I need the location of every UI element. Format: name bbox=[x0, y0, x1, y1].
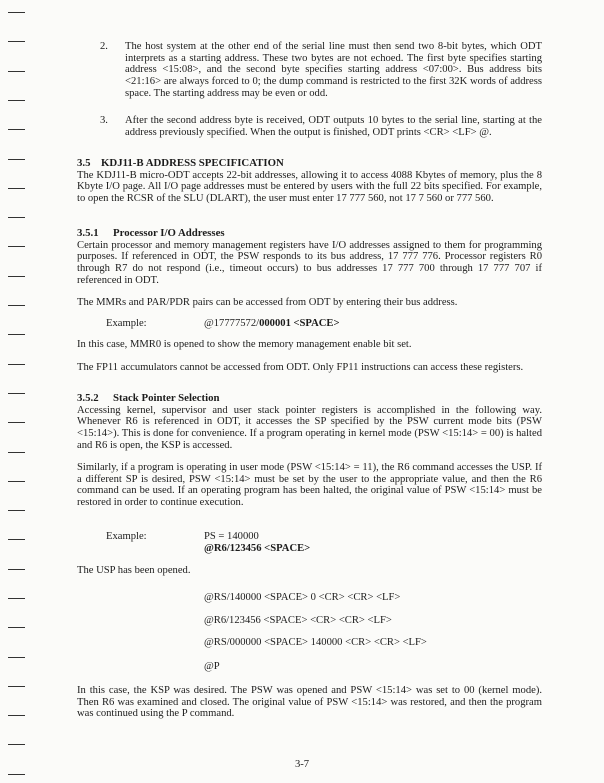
paragraph: The KDJ11-B micro-ODT accepts 22-bit addresses, allowing it to access 4088 Kbytes of memory, plus the 8 Kbyte I/O page. All I/O page addresses must be entered by users with the full 22 bits specified. For example, to open the RCSR of the SLU (DLART), the user must enter 17 777 560, not 17 7 560 or 777 560. bbox=[77, 169, 542, 205]
margin-mark bbox=[8, 246, 25, 247]
paragraph: The USP has been opened. bbox=[77, 565, 191, 576]
margin-mark bbox=[8, 129, 25, 130]
margin-mark bbox=[8, 744, 25, 745]
paragraph: Certain processor and memory management registers have I/O addresses assigned to them for programming purposes. If referenced in ODT, the PSW responds to its bus address, 17 777 776. Processor registers R0 through R7 do not respond (i.e., timeout occurs) to bus addresses 17 777 700 through 17 777 707 if referenced in ODT. bbox=[77, 239, 542, 286]
margin-mark bbox=[8, 188, 25, 189]
margin-mark bbox=[8, 510, 25, 511]
margin-mark bbox=[8, 598, 25, 599]
command-line: @RS/140000 <SPACE> 0 <CR> <CR> <LF> bbox=[204, 592, 401, 603]
margin-mark bbox=[8, 422, 25, 423]
example-label: Example: bbox=[106, 531, 147, 542]
command-line: @R6/123456 <SPACE> <CR> <CR> <LF> bbox=[204, 615, 392, 626]
example-code bbox=[204, 318, 340, 330]
margin-mark bbox=[8, 686, 25, 687]
paragraph: In this case, MMR0 is opened to show the memory management enable bit set. bbox=[77, 339, 412, 350]
list-item bbox=[100, 115, 542, 138]
section-number: 3.5 bbox=[77, 157, 91, 169]
example-label: Example: bbox=[106, 318, 147, 329]
margin-mark bbox=[8, 452, 25, 453]
section-heading bbox=[77, 393, 542, 405]
section-heading bbox=[77, 228, 542, 240]
code-plain: @17777572/ bbox=[204, 318, 260, 329]
paragraph: Similarly, if a program is operating in user mode (PSW <15:14> = 11), the R6 command accesses the USP. If a different SP is desired, PSW <15:14> must be set by the user to the appropriate value, and then the R6 command can be used. If an operating program has been halted, the original value of PSW <15:14> must be restored in order to continue execution. bbox=[77, 462, 542, 509]
paragraph: Accessing kernel, supervisor and user stack pointer registers is accomplished in the following way. Whenever R6 is referenced in ODT, it accesses the SP specified by the PSW current mode bits (PSW <15:14>). This is done for convenience. If a program operating in kernel mode (PSW <15:14> = 00) is halted and R6 is open, the KSP is accessed. bbox=[77, 404, 542, 451]
margin-mark bbox=[8, 41, 25, 42]
margin-mark bbox=[8, 159, 25, 160]
section-heading bbox=[77, 158, 542, 170]
paragraph: The MMRs and PAR/PDR pairs can be accessed from ODT by entering their bus address. bbox=[77, 297, 458, 308]
example-line: @R6/123456 <SPACE> bbox=[204, 543, 311, 554]
list-text: The host system at the other end of the serial line must then send two 8-bit bytes, which ODT interprets as a starting address. These two bytes are not echoed. The first byte specifies starting address <15:08>, and the second byte specifies starting address <07:00>. Bus address bits <21:16> are always forced to 0; the dump command is restricted to the first 32K words of address space. The starting address may be even or odd. bbox=[125, 41, 542, 99]
margin-mark bbox=[8, 334, 25, 335]
list-number: 3. bbox=[100, 115, 108, 126]
margin-mark bbox=[8, 539, 25, 540]
margin-mark bbox=[8, 715, 25, 716]
code-bold: 000001 <SPACE> bbox=[259, 318, 340, 329]
margin-mark bbox=[8, 657, 25, 658]
margin-mark bbox=[8, 217, 25, 218]
list-number: 2. bbox=[100, 41, 108, 52]
section-title: Stack Pointer Selection bbox=[113, 392, 220, 404]
margin-mark bbox=[8, 774, 25, 775]
page-number: 3-7 bbox=[294, 759, 310, 770]
list-item bbox=[100, 41, 542, 100]
margin-mark bbox=[8, 276, 25, 277]
section-3-5 bbox=[77, 158, 542, 205]
margin-mark bbox=[8, 71, 25, 72]
section-number: 3.5.2 bbox=[77, 392, 99, 404]
margin-mark bbox=[8, 569, 25, 570]
section-3-5-2 bbox=[77, 393, 542, 452]
section-3-5-1 bbox=[77, 228, 542, 287]
margin-mark bbox=[8, 481, 25, 482]
margin-mark bbox=[8, 12, 25, 13]
margin-mark bbox=[8, 627, 25, 628]
command-line: @RS/000000 <SPACE> 140000 <CR> <CR> <LF> bbox=[204, 637, 427, 648]
paragraph: In this case, the KSP was desired. The PSW was opened and PSW <15:14> was set to 00 (kernel mode). Then R6 was examined and closed. The original value of PSW <15:14> was restored, and then the program was continued using the P command. bbox=[77, 685, 542, 720]
margin-mark bbox=[8, 364, 25, 365]
section-title: Processor I/O Addresses bbox=[113, 227, 225, 239]
margin-mark bbox=[8, 305, 25, 306]
list-text: After the second address byte is received, ODT outputs 10 bytes to the serial line, starting at the address previously specified. When the output is finished, ODT prints <CR> <LF> @. bbox=[125, 115, 542, 138]
command-line: @P bbox=[204, 661, 220, 672]
margin-mark bbox=[8, 100, 25, 101]
section-number: 3.5.1 bbox=[77, 227, 99, 239]
section-title: KDJ11-B ADDRESS SPECIFICATION bbox=[101, 157, 284, 169]
example-line: PS = 140000 bbox=[204, 531, 259, 542]
margin-mark bbox=[8, 393, 25, 394]
paragraph: The FP11 accumulators cannot be accessed from ODT. Only FP11 instructions can access these registers. bbox=[77, 362, 524, 373]
